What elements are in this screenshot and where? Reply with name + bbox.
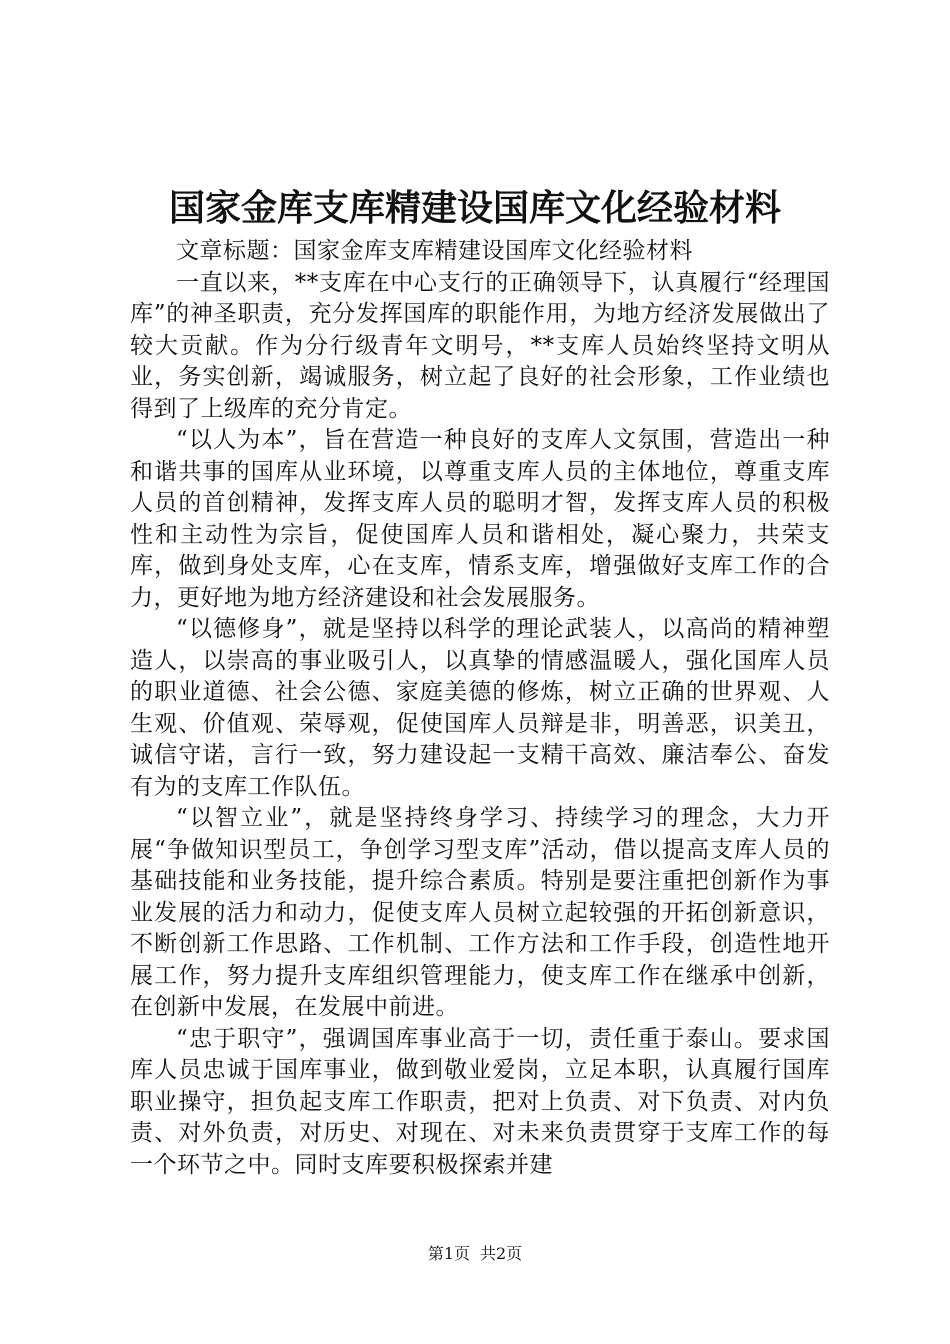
document-title: 国家金库支库精建设国库文化经验材料 [168,187,781,229]
paragraph-people-oriented: “以人为本”，旨在营造一种良好的支库人文氛围，营造出一种和谐共事的国库从业环境，以尊重支库人员的主体地位，尊重支库人员的首创精神，发挥支库人员的聪明才智，发挥支库人员的积极性和主动性为宗旨，促使国库人员和谐相处，凝心聚力，共荣支库，做到身处支库，心在支库，情系支库，增强做好支库工作的合力，更好地为地方经济建设和社会发展服务。 [130,427,830,611]
paragraph-article-title: 文章标题：国家金库支库精建设国库文化经验材料 [176,238,693,264]
paragraph-loyalty-duty: “忠于职守”，强调国库事业高于一切，责任重于泰山。要求国库人员忠诚于国库事业，做到敬业爱岗，立足本职，认真履行国库职业操守，担负起支库工作职责，把对上负责、对下负责、对内负责、对外负责，对历史、对现在、对未来负责贯穿于支库工作的每一个环节之中。同时支库要积极探索并建 [130,1025,830,1178]
page-total: 共2页 [480,1244,523,1263]
document-body [130,236,830,1181]
paragraph-moral-cultivation: “以德修身”，就是坚持以科学的理论武装人，以高尚的精神塑造人，以崇高的事业吸引人，以真挚的情感温暖人，强化国库人员的职业道德、社会公德、家庭美德的修炼，树立正确的世界观、人生观、价值观、荣辱观，促使国库人员辩是非，明善恶，识美丑，诚信守诺，言行一致，努力建设起一支精干高效、廉洁奉公、奋发有为的支库工作队伍。 [130,616,830,800]
page-number: 第1页 [427,1244,470,1263]
paragraph-wisdom-career: “以智立业”，就是坚持终身学习、持续学习的理念，大力开展“争做知识型员工，争创学习型支库”活动，借以提高支库人员的基础技能和业务技能，提升综合素质。特别是要注重把创新作为事业发展的活力和动力，促使支库人员树立起较强的开拓创新意识，不断创新工作思路、工作机制、工作方法和工作手段，创造性地开展工作，努力提升支库组织管理能力，使支库工作在继承中创新，在创新中发展，在发展中前进。 [130,805,830,1020]
paragraph-intro: 一直以来，**支库在中心支行的正确领导下，认真履行“经理国库”的神圣职责，充分发挥国库的职能作用，为地方经济发展做出了较大贡献。作为分行级青年文明号，**支库人员始终坚持文明从业，务实创新，竭诚服务，树立起了良好的社会形象，工作业绩也得到了上级库的充分肯定。 [130,269,830,422]
page-footer [0,1243,950,1265]
